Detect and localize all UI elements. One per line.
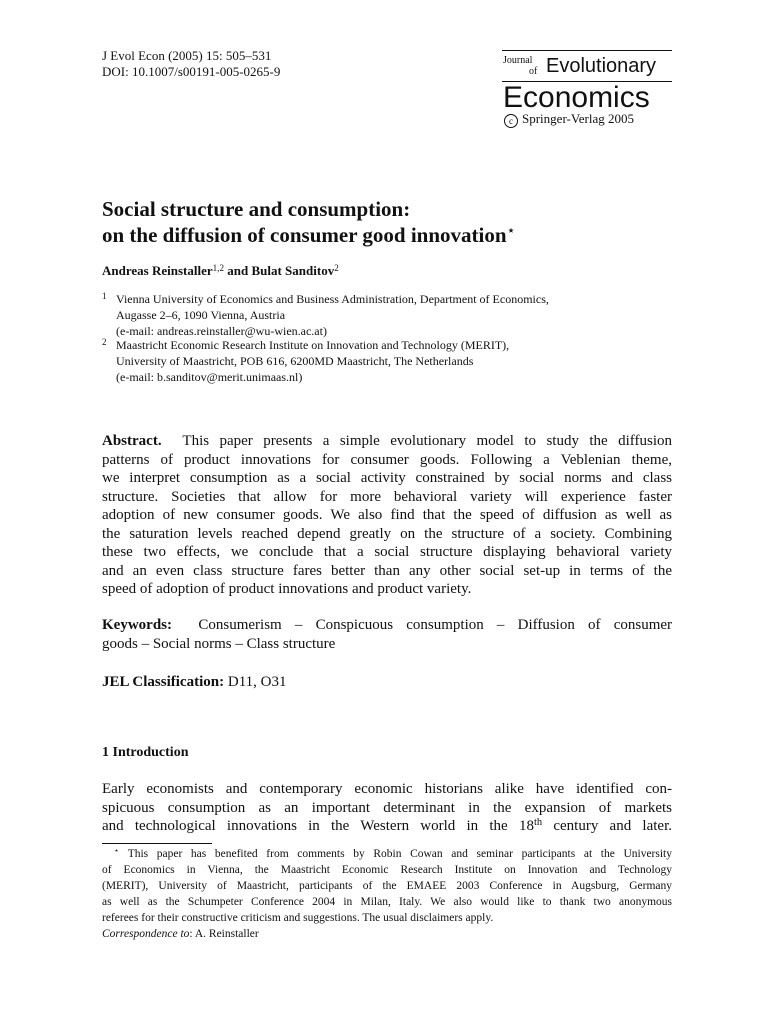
jel-codes: D11, O31 — [227, 674, 287, 690]
citation-block — [102, 48, 280, 80]
journal-logo — [502, 50, 674, 130]
footnote-line: referees for their constructive criticism and suggestions. The usual disclaimers apply. — [102, 912, 494, 924]
footnote-line: of Economics in Vienna, the Maastricht Economic Research Institute on Innovation and Technology — [102, 864, 672, 876]
affiliation-2 — [102, 337, 509, 385]
abstract-line — [102, 432, 672, 451]
affiliation-email: (e-mail: andreas.reinstaller@wu-wien.ac.at) — [116, 324, 327, 338]
author-2-affiliation-mark: 2 — [334, 262, 339, 273]
footnote-line-text: This paper has benefited from comments by Robin Cowan and seminar participants at the University — [127, 848, 673, 860]
introduction-body — [102, 780, 672, 836]
affiliation-1 — [102, 291, 549, 339]
author-1-affiliation-mark: 1,2 — [212, 262, 224, 273]
copyright-text: Springer-Verlag 2005 — [522, 111, 635, 126]
intro-line-3-post: century and later. — [542, 818, 672, 834]
logo-of-word: of — [529, 66, 538, 77]
affiliation-number: 2 — [102, 337, 107, 347]
intro-line-3-pre: and technological innovations in the Western world in the 18 — [102, 818, 534, 834]
section-heading-introduction: 1 Introduction — [102, 745, 189, 760]
author-name-1: Andreas Reinstaller — [102, 263, 213, 278]
affiliation-line: Augasse 2–6, 1090 Vienna, Austria — [116, 308, 286, 322]
abstract-line: patterns of product innovations for consumer goods. Following a Veblenian theme, — [102, 451, 672, 468]
affiliation-number: 1 — [102, 291, 107, 301]
logo-evolutionary-word: Evolutionary — [546, 55, 657, 77]
footnote-line — [102, 846, 672, 862]
correspondence-name: : A. Reinstaller — [189, 928, 259, 940]
title-footnote-mark: ⋆ — [506, 223, 516, 240]
footnote-rule — [102, 843, 212, 844]
copyright-line — [504, 112, 634, 128]
abstract-line: speed of adoption of product innovations and product variety. — [102, 581, 472, 597]
jel-line — [102, 673, 672, 692]
abstract-line: structure. Societies that allow for more behavioral variety will experience faster — [102, 488, 672, 505]
author-separator: and — [224, 263, 252, 278]
author-name-2: Bulat Sanditov — [251, 263, 335, 278]
copyright-icon: c — [504, 114, 518, 128]
correspondence-label: Correspondence to — [102, 928, 190, 940]
author-line — [102, 263, 339, 279]
footnote-line: (MERIT), University of Maastricht, participants of the EMAEE 2003 Conference in Augsburg, Germany — [102, 880, 672, 892]
paper-title — [102, 196, 516, 248]
intro-line — [102, 817, 672, 836]
keywords-line: goods – Social norms – Class structure — [102, 635, 336, 652]
affiliation-line: Vienna University of Economics and Business Administration, Department of Economics, — [116, 292, 549, 306]
keywords — [102, 616, 672, 653]
logo-journal-word: Journal — [503, 55, 533, 66]
abstract-line: and an even class structure fares better than any other social set-up in terms of the — [102, 562, 672, 579]
affiliation-email: (e-mail: b.sanditov@merit.unimaas.nl) — [116, 370, 303, 384]
affiliation-lines — [116, 337, 509, 385]
footnote — [102, 846, 672, 942]
keywords-text: Consumerism – Conspicuous consumption – Diffusion of consumer — [198, 617, 673, 633]
footnote-mark: ⋆ — [114, 846, 120, 856]
jel-label: JEL Classification: — [102, 674, 225, 690]
logo-economics-word: Economics — [503, 81, 650, 114]
intro-line: spicuous consumption as an important determinant in the expansion of markets — [102, 799, 672, 816]
abstract-label: Abstract. — [102, 433, 162, 449]
ordinal-superscript: th — [533, 817, 543, 829]
affiliation-lines — [116, 291, 549, 339]
title-line-1: Social structure and consumption: — [102, 197, 411, 221]
citation-journal-volume: J Evol Econ (2005) 15: 505–531 — [102, 48, 272, 63]
logo-top-rule — [502, 50, 672, 51]
correspondence-line — [102, 926, 672, 942]
jel-classification — [102, 673, 672, 692]
abstract-line-text: This paper presents a simple evolutionary model to study the diffusion — [182, 433, 673, 449]
affiliation-line: University of Maastricht, POB 616, 6200MD Maastricht, The Netherlands — [116, 354, 474, 368]
abstract — [102, 432, 672, 599]
keywords-label: Keywords: — [102, 617, 172, 633]
abstract-line: adoption of new consumer goods. We also find that the speed of diffusion as well as — [102, 507, 672, 523]
keywords-line — [102, 616, 672, 635]
affiliation-line: Maastricht Economic Research Institute on Innovation and Technology (MERIT), — [116, 338, 510, 352]
citation-doi: DOI: 10.1007/s00191-005-0265-9 — [102, 64, 281, 79]
footnote-line: as well as the Schumpeter Conference 2004 in Milan, Italy. We also would like to thank two anonymous — [102, 896, 672, 908]
intro-line: Early economists and contemporary economic historians alike have identified con- — [102, 781, 672, 797]
abstract-line: these two effects, we conclude that a social structure displaying behavioral variety — [102, 544, 672, 560]
title-line-2 — [102, 222, 516, 248]
title-line-2-text: on the diffusion of consumer good innovation — [102, 223, 507, 247]
abstract-line: we interpret consumption as a social activity constrained by social norms and class — [102, 470, 672, 486]
abstract-line: the saturation levels reached depend greatly on the structure of a society. Combining — [102, 525, 672, 542]
